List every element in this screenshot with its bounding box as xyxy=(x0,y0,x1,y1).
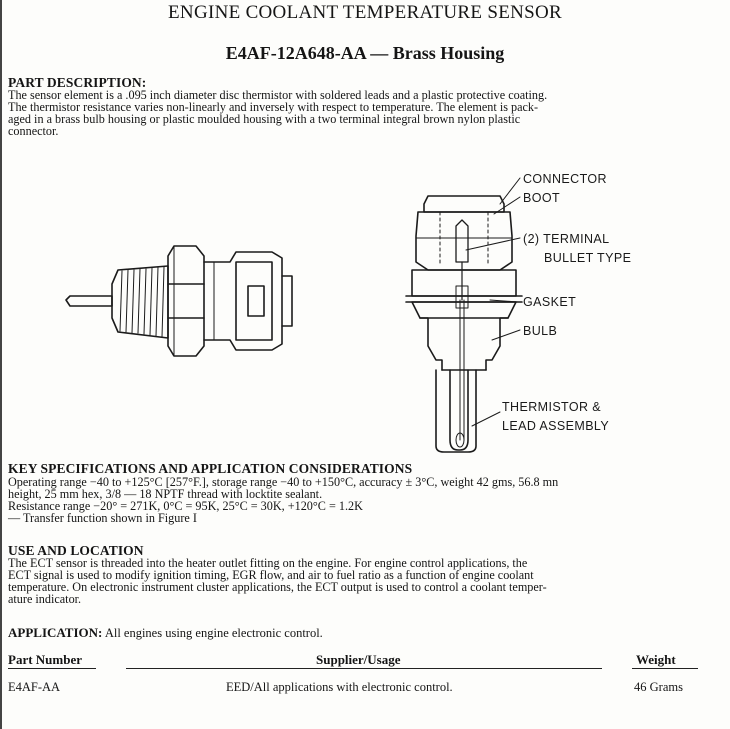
key-specs-text xyxy=(8,476,708,524)
text-line: ECT signal is used to modify ignition timing, EGR flow, and air to fuel ratio as a function of engine coolant xyxy=(8,568,534,582)
use-location-heading: USE AND LOCATION xyxy=(8,543,144,558)
callout-terminal: (2) TERMINAL xyxy=(523,232,610,246)
key-specs-heading: KEY SPECIFICATIONS AND APPLICATION CONSIDERATIONS xyxy=(8,461,413,476)
callout-thermistor: THERMISTOR & xyxy=(502,400,602,414)
column-header-part-number: Part Number xyxy=(8,652,83,667)
application-text: All engines using engine electronic control. xyxy=(104,626,323,640)
part-description-heading: PART DESCRIPTION: xyxy=(8,75,147,90)
use-location-text xyxy=(8,557,704,605)
text-line: Resistance range −20° = 271K, 0°C = 95K, 25°C = 30K, +120°C = 1.2K xyxy=(8,499,363,513)
sensor-exterior-drawing xyxy=(66,246,292,356)
header-underline xyxy=(632,668,698,669)
text-line: ature indicator. xyxy=(8,592,82,606)
callout-terminal-type: BULLET TYPE xyxy=(544,251,632,265)
callout-boot: BOOT xyxy=(523,191,561,205)
text-line: The sensor element is a .095 inch diameter disc thermistor with soldered leads and a plastic protective coating. xyxy=(8,88,548,102)
cell-part-number: E4AF-AA xyxy=(8,680,61,694)
cell-supplier-usage: EED/All applications with electronic control. xyxy=(226,680,453,694)
text-line: The thermistor resistance varies non-linearly and inversely with respect to temperature. The element is pack- xyxy=(8,100,539,114)
column-header-supplier-usage: Supplier/Usage xyxy=(316,652,401,667)
text-line: The ECT sensor is threaded into the heater outlet fitting on the engine. For engine control applications, the xyxy=(8,556,528,570)
header-underline xyxy=(8,668,96,669)
text-line: height, 25 mm hex, 3/8 — 18 NPTF thread with locktite sealant. xyxy=(8,487,323,501)
callout-bulb: BULB xyxy=(523,324,558,338)
text-line: — Transfer function shown in Figure I xyxy=(8,511,197,525)
text-line: connector. xyxy=(8,124,59,138)
application-line xyxy=(8,625,323,641)
column-header-weight: Weight xyxy=(636,652,676,667)
cell-weight: 46 Grams xyxy=(634,680,683,694)
text-line: temperature. On electronic instrument cluster applications, the ECT output is used to control a coolant temper- xyxy=(8,580,547,594)
callout-gasket: GASKET xyxy=(523,295,577,309)
text-line: aged in a brass bulb housing or plastic moulded housing with a two terminal integral brown nylon plastic xyxy=(8,112,521,126)
callout-connector: CONNECTOR xyxy=(523,172,607,186)
text-line: Operating range −40 to +125°C [257°F.], storage range −40 to +150°C, accuracy ± 3°C, weight 42 gms, 56.8 mn xyxy=(8,475,559,489)
callout-lead-assembly: LEAD ASSEMBLY xyxy=(502,419,610,433)
application-label: APPLICATION: xyxy=(8,625,103,640)
page-subtitle: E4AF-12A648-AA — Brass Housing xyxy=(225,43,505,63)
header-underline xyxy=(126,668,602,669)
page-title: ENGINE COOLANT TEMPERATURE SENSOR xyxy=(168,2,562,23)
